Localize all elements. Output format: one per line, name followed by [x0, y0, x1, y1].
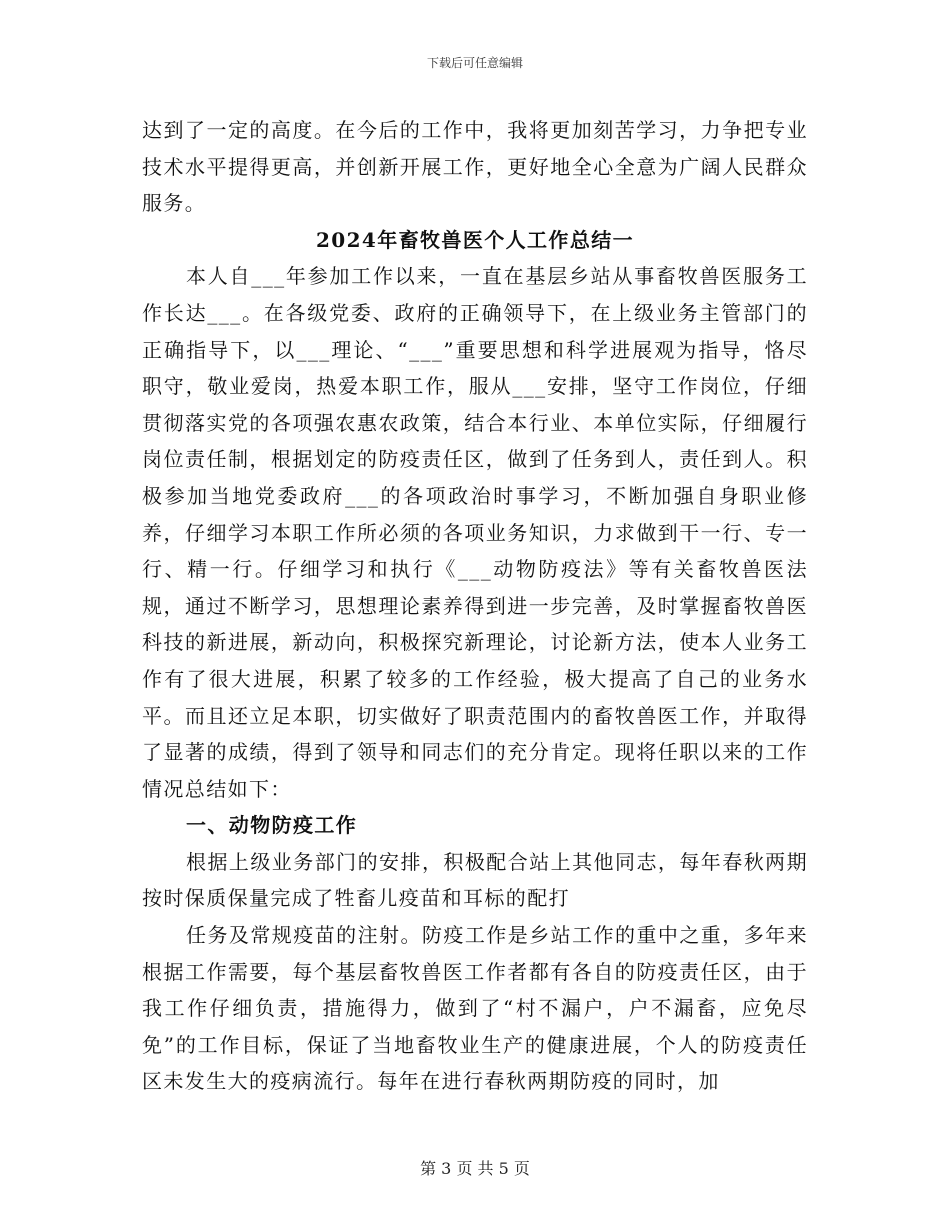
paragraph-continuation: 达到了一定的高度。在今后的工作中，我将更加刻苦学习，力争把专业技术水平提得更高，并创新开展工作，更好地全心全意为广阔人民群众服务。	[142, 118, 808, 216]
document-body	[142, 112, 808, 1100]
paragraph-section1-a: 根据上级业务部门的安排，积极配合站上其他同志，每年春秋两期按时保质保量完成了牲畜儿疫苗和耳标的配打	[142, 849, 808, 911]
paragraph-intro: 本人自___年参加工作以来，一直在基层乡站从事畜牧兽医服务工作长达___。在各级党委、政府的正确领导下，在上级业务主管部门的正确指导下，以___理论、“___”重要思想和科学进展观为指导，恪尽职守，敬业爱岗，热爱本职工作，服从___安排，坚守工作岗位，仔细贯彻落实党的各项强农惠农政策，结合本行业、本单位实际，仔细履行岗位责任制，根据划定的防疫责任区，做到了任务到人，责任到人。积极参加当地党委政府___的各项政治时事学习，不断加强自身职业修养，仔细学习本职工作所必须的各项业务知识，力求做到干一行、专一行、精一行。仔细学习和执行《___动物防疫法》等有关畜牧兽医法规，通过不断学习，思想理论素养得到进一步完善，及时掌握畜牧兽医科技的新进展，新动向，积极探究新理论，讨论新方法，使本人业务工作有了很大进展，积累了较多的工作经验，极大提高了自己的业务水平。而且还立足本职，切实做好了职责范围内的畜牧兽医工作，并取得了显著的成绩，得到了领导和同志们的充分肯定。现将任职以来的工作情况总结如下：	[142, 264, 808, 801]
page-header-note: 下载后可任意编辑	[426, 56, 523, 70]
document-title: 2024年畜牧兽医个人工作总结一	[315, 227, 635, 252]
page-number: 第 3 页 共 5 页	[420, 1159, 530, 1178]
paragraph-section1-b: 任务及常规疫苗的注射。防疫工作是乡站工作的重中之重，多年来根据工作需要，每个基层畜牧兽医工作者都有各自的防疫责任区，由于我工作仔细负责，措施得力，做到了“村不漏户，户不漏畜，应免尽免”的工作目标，保证了当地畜牧业生产的健康进展，个人的防疫责任区未发生大的疫病流行。每年在进行春秋两期防疫的同时，加	[142, 923, 808, 1094]
section-heading-animal-epidemic-prevention: 一、动物防疫工作	[186, 813, 358, 838]
